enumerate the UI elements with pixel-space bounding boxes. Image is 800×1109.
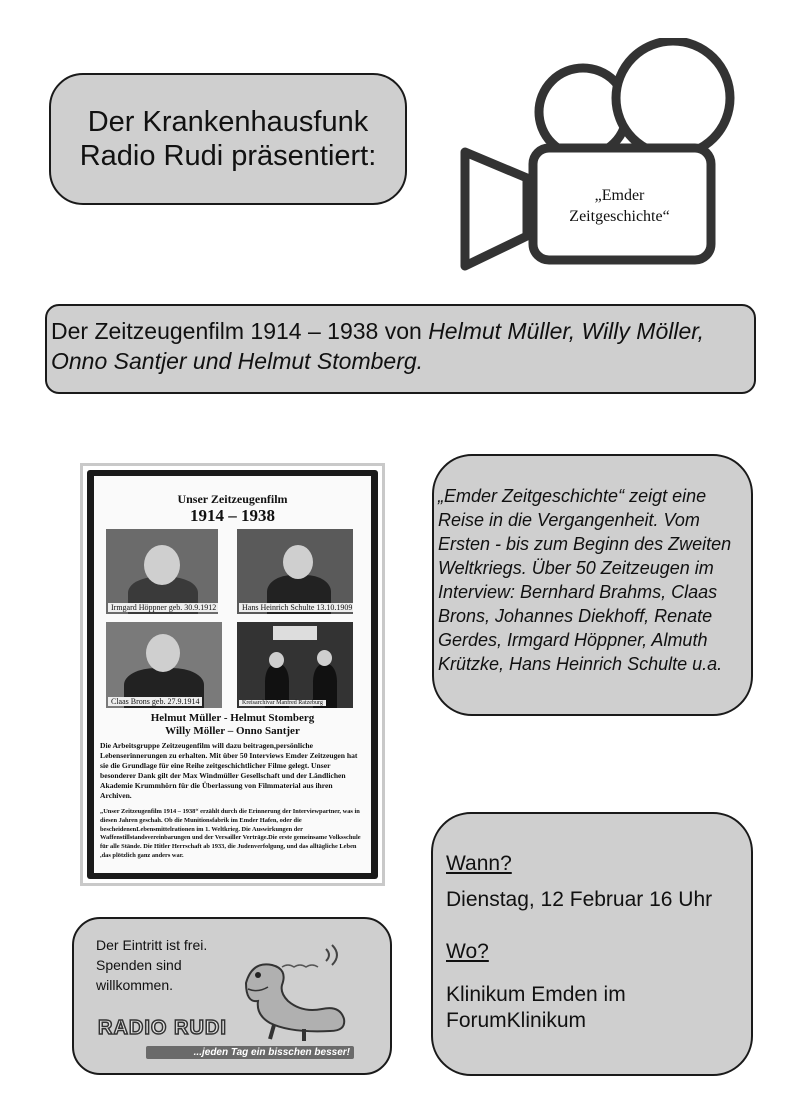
slogan: ...jeden Tag ein bisschen besser! (146, 1046, 354, 1059)
radio-rudi-logo: RADIO RUDI (98, 1017, 227, 1039)
photo-witness-3 (106, 622, 222, 708)
film-prefix: Der Zeitzeugenfilm 1914 – 1938 von (51, 318, 429, 344)
photo-face (269, 652, 284, 668)
description-text: „Emder Zeitgeschichte“ zeigt eine Reise in die Vergangenheit. Vom Ersten - bis zum Beginn des Zweiten Weltkriegs. Über 50 Zeitzeugen im Interview: Bernhard Brahms, Claas Brons, Johannes Diekhoff, Renate Gerdes, Irmgard Höppner, Almuth Krützke, Hans Heinrich Schulte u.a. (438, 486, 732, 674)
photo-face (317, 650, 332, 666)
dvd-paragraph-2: „Unser Zeitzeugenfilm 1914 – 1938“ erzählt durch die Erinnerung der Interviewpartner, was in diesen Jahren geschah. Ob die Munitionsfabrik im Emder Hafen, oder die bescheidenenLebensmittelrationen im 1. Weltkrieg. Die Auswirkungen der Waffenstillstandsvereinbarungen und der Versailler Verträge.Die erste gemeinsame Volksschule für alle Stände. Die Hitler Herrschaft ab 1933, die Judenverfolgung, und das alltägliche Leben ,das plötzlich ganz anders war. (100, 808, 361, 859)
camera-label: „Emder Zeitgeschichte“ (569, 187, 670, 225)
photo-face (146, 634, 180, 672)
event-box (431, 812, 753, 1076)
film-authors: Helmut Müller, Willy Möller, Onno Santjer und Helmut Stomberg. (51, 318, 705, 374)
dvd-title: Unser Zeitzeugenfilm (177, 492, 288, 506)
dvd-cover-image (80, 463, 385, 886)
dvd-years: 1914 – 1938 (190, 506, 275, 525)
dinosaur-mascot-icon (234, 943, 354, 1043)
photo-caption: Irmgard Höppner geb. 30.9.1912 (108, 603, 218, 612)
dvd-case (87, 470, 378, 879)
where-label: Wo? (446, 940, 489, 963)
photo-caption: Claas Brons geb. 27.9.1914 (108, 697, 202, 706)
where-value: Klinikum Emden im ForumKlinikum (446, 983, 626, 1032)
photo-witness-1 (106, 529, 218, 614)
photo-caption: Hans Heinrich Schulte 13.10.1909 (239, 603, 353, 612)
entry-text: Der Eintritt ist frei. Spenden sind willkommen. (96, 937, 208, 993)
photo-face (144, 545, 180, 585)
photo-witness-4 (237, 622, 353, 708)
photo-witness-2 (237, 529, 353, 614)
photo-caption: Kreisarchivar Manfred Ratzeburg (239, 700, 326, 706)
description-box (432, 454, 753, 716)
film-info-box (45, 304, 756, 394)
title-text: Der Krankenhausfunk Radio Rudi präsentiert: (79, 106, 377, 172)
dvd-authors: Helmut Müller - Helmut Stomberg Willy Möller – Onno Santjer (150, 712, 315, 737)
entry-box (72, 917, 392, 1075)
title-box (49, 73, 407, 205)
dvd-page (94, 476, 371, 873)
photo-face (283, 545, 313, 579)
photo-sign (273, 626, 317, 640)
when-value: Dienstag, 12 Februar 16 Uhr (446, 888, 713, 911)
dvd-paragraph-1: Die Arbeitsgruppe Zeitzeugenfilm will dazu beitragen,persönliche Lebenserinnerungen zu erhalten. Mit über 50 Interviews Emder Zeitzeugen hat sie die Grundlage für eine Reihe zeitgeschichtlicher Filme gelegt. Unser besonderer Dank gilt der Max Windmüller Gesellschaft und der Ländlichen Akademie Krummhörn für die Überlassung von Filmmaterial aus ihren Archiven. (100, 741, 358, 800)
movie-camera-icon (455, 38, 755, 278)
when-label: Wann? (446, 852, 512, 875)
